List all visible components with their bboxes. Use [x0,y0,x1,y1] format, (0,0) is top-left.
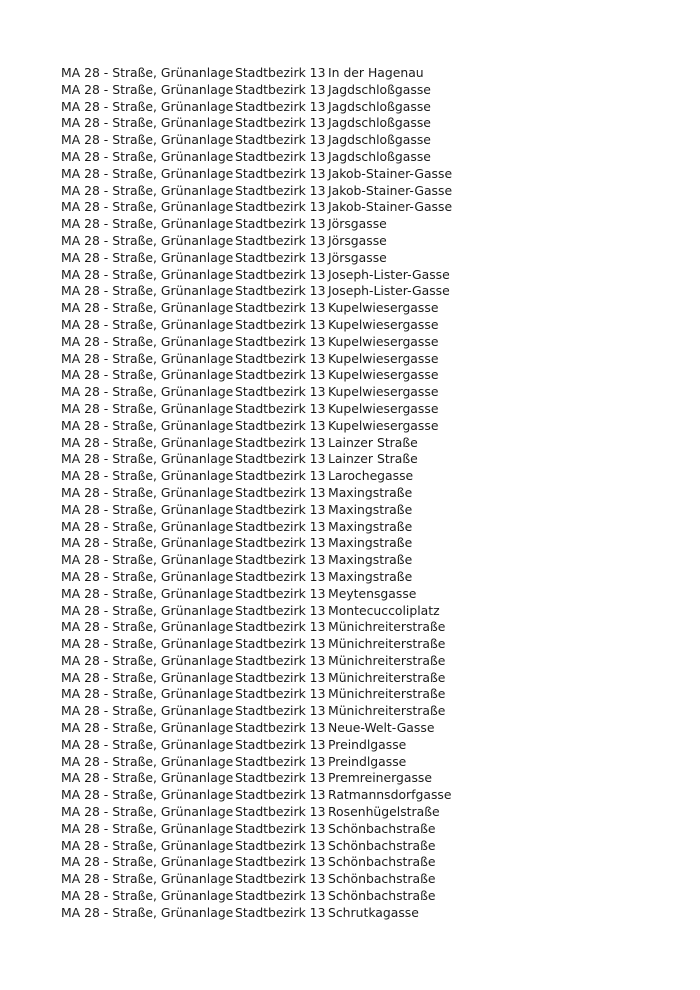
street-name-cell: Schrutkagasse [328,904,419,920]
department-cell: MA 28 - Straße, Grünanlage [61,904,234,920]
department-cell: MA 28 - Straße, Grünanlage [61,115,234,131]
district-cell: Stadtbezirk 13 [235,837,326,853]
list-item [61,603,468,620]
street-name-cell: Kupelwiesergasse [328,417,439,433]
district-cell: Stadtbezirk 13 [235,720,326,736]
street-name-cell: Maxingstraße [328,568,413,584]
street-name-cell: Preindlgasse [328,736,407,752]
department-cell: MA 28 - Straße, Grünanlage [61,451,234,467]
district-cell: Stadtbezirk 13 [235,132,326,148]
district-cell: Stadtbezirk 13 [235,484,326,500]
street-name-cell: Kupelwiesergasse [328,300,439,316]
list-item [61,787,468,804]
department-cell: MA 28 - Straße, Grünanlage [61,518,234,534]
department-cell: MA 28 - Straße, Grünanlage [61,703,234,719]
street-name-cell: Kupelwiesergasse [328,350,439,366]
district-cell: Stadtbezirk 13 [235,535,326,551]
street-name-cell: Kupelwiesergasse [328,333,439,349]
list-item [61,233,468,250]
department-cell: MA 28 - Straße, Grünanlage [61,316,234,332]
department-cell: MA 28 - Straße, Grünanlage [61,98,234,114]
district-cell: Stadtbezirk 13 [235,820,326,836]
district-cell: Stadtbezirk 13 [235,65,326,80]
district-cell: Stadtbezirk 13 [235,787,326,803]
department-cell: MA 28 - Straße, Grünanlage [61,384,234,400]
list-item [61,670,468,687]
street-name-cell: Kupelwiesergasse [328,384,439,400]
district-cell: Stadtbezirk 13 [235,434,326,450]
street-name-cell: Maxingstraße [328,501,413,517]
street-name-cell: Münichreiterstraße [328,669,446,685]
department-cell: MA 28 - Straße, Grünanlage [61,199,234,215]
district-cell: Stadtbezirk 13 [235,333,326,349]
street-name-cell: Jagdschloßgasse [328,81,431,97]
street-name-cell: Münichreiterstraße [328,703,446,719]
district-cell: Stadtbezirk 13 [235,804,326,820]
list-item [61,283,468,300]
street-name-cell: Münichreiterstraße [328,686,446,702]
department-cell: MA 28 - Straße, Grünanlage [61,165,234,181]
street-name-cell: Jakob-Stainer-Gasse [328,165,453,181]
list-item [61,552,468,569]
department-cell: MA 28 - Straße, Grünanlage [61,417,234,433]
department-cell: MA 28 - Straße, Grünanlage [61,283,234,299]
street-name-cell: Schönbachstraße [328,854,436,870]
district-cell: Stadtbezirk 13 [235,518,326,534]
list-item [61,535,468,552]
street-name-cell: Kupelwiesergasse [328,400,439,416]
list-item [61,334,468,351]
district-cell: Stadtbezirk 13 [235,753,326,769]
department-cell: MA 28 - Straße, Grünanlage [61,249,234,265]
street-name-cell: Jakob-Stainer-Gasse [328,182,453,198]
district-cell: Stadtbezirk 13 [235,770,326,786]
street-name-cell: Münichreiterstraße [328,652,446,668]
district-cell: Stadtbezirk 13 [235,216,326,232]
list-item [61,267,468,284]
department-cell: MA 28 - Straße, Grünanlage [61,232,234,248]
street-name-cell: Maxingstraße [328,484,413,500]
department-cell: MA 28 - Straße, Grünanlage [61,216,234,232]
list-item [61,569,468,586]
department-cell: MA 28 - Straße, Grünanlage [61,266,234,282]
list-item [61,838,468,855]
list-item [61,468,468,485]
district-cell: Stadtbezirk 13 [235,367,326,383]
district-cell: Stadtbezirk 13 [235,232,326,248]
district-cell: Stadtbezirk 13 [235,384,326,400]
list-item [61,502,468,519]
district-cell: Stadtbezirk 13 [235,703,326,719]
department-cell: MA 28 - Straße, Grünanlage [61,65,234,80]
street-name-cell: Ratmannsdorfgasse [328,787,452,803]
district-cell: Stadtbezirk 13 [235,501,326,517]
list-item [61,300,468,317]
street-name-cell: Joseph-Lister-Gasse [328,266,450,282]
list-item [61,250,468,267]
street-name-cell: Rosenhügelstraße [328,804,440,820]
district-cell: Stadtbezirk 13 [235,417,326,433]
district-cell: Stadtbezirk 13 [235,283,326,299]
district-cell: Stadtbezirk 13 [235,904,326,920]
street-name-cell: Jagdschloßgasse [328,148,431,164]
list-item [61,686,468,703]
department-cell: MA 28 - Straße, Grünanlage [61,81,234,97]
district-cell: Stadtbezirk 13 [235,266,326,282]
list-item [61,384,468,401]
department-cell: MA 28 - Straße, Grünanlage [61,501,234,517]
street-name-cell: Premreinergasse [328,770,433,786]
list-item [61,317,468,334]
district-cell: Stadtbezirk 13 [235,400,326,416]
list-item [61,82,468,99]
street-name-cell: Maxingstraße [328,518,413,534]
department-cell: MA 28 - Straße, Grünanlage [61,720,234,736]
district-cell: Stadtbezirk 13 [235,199,326,215]
list-item [61,888,468,905]
list-item [61,720,468,737]
department-cell: MA 28 - Straße, Grünanlage [61,333,234,349]
district-cell: Stadtbezirk 13 [235,451,326,467]
department-cell: MA 28 - Straße, Grünanlage [61,854,234,870]
list-item [61,485,468,502]
list-item [61,183,468,200]
department-cell: MA 28 - Straße, Grünanlage [61,652,234,668]
street-name-cell: Neue-Welt-Gasse [328,720,435,736]
district-cell: Stadtbezirk 13 [235,636,326,652]
street-name-cell: Schönbachstraße [328,888,436,904]
department-cell: MA 28 - Straße, Grünanlage [61,619,234,635]
list-item [61,367,468,384]
street-list [61,65,468,922]
list-item [61,905,468,922]
street-name-cell: Lainzer Straße [328,434,418,450]
district-cell: Stadtbezirk 13 [235,115,326,131]
street-name-cell: Kupelwiesergasse [328,316,439,332]
department-cell: MA 28 - Straße, Grünanlage [61,888,234,904]
district-cell: Stadtbezirk 13 [235,148,326,164]
list-item [61,216,468,233]
department-cell: MA 28 - Straße, Grünanlage [61,585,234,601]
department-cell: MA 28 - Straße, Grünanlage [61,350,234,366]
street-name-cell: Jörsgasse [328,232,387,248]
department-cell: MA 28 - Straße, Grünanlage [61,568,234,584]
street-name-cell: Schönbachstraße [328,820,436,836]
street-name-cell: Maxingstraße [328,552,413,568]
list-item [61,115,468,132]
department-cell: MA 28 - Straße, Grünanlage [61,837,234,853]
street-name-cell: Münichreiterstraße [328,619,446,635]
department-cell: MA 28 - Straße, Grünanlage [61,434,234,450]
street-name-cell: Schönbachstraße [328,871,436,887]
district-cell: Stadtbezirk 13 [235,652,326,668]
department-cell: MA 28 - Straße, Grünanlage [61,736,234,752]
department-cell: MA 28 - Straße, Grünanlage [61,871,234,887]
list-item [61,199,468,216]
street-name-cell: Kupelwiesergasse [328,367,439,383]
district-cell: Stadtbezirk 13 [235,854,326,870]
department-cell: MA 28 - Straße, Grünanlage [61,484,234,500]
list-item [61,821,468,838]
district-cell: Stadtbezirk 13 [235,300,326,316]
department-cell: MA 28 - Straße, Grünanlage [61,468,234,484]
street-name-cell: Lainzer Straße [328,451,418,467]
street-name-cell: In der Hagenau [328,65,424,80]
district-cell: Stadtbezirk 13 [235,669,326,685]
street-name-cell: Jagdschloßgasse [328,132,431,148]
department-cell: MA 28 - Straße, Grünanlage [61,132,234,148]
department-cell: MA 28 - Straße, Grünanlage [61,535,234,551]
department-cell: MA 28 - Straße, Grünanlage [61,552,234,568]
department-cell: MA 28 - Straße, Grünanlage [61,669,234,685]
district-cell: Stadtbezirk 13 [235,585,326,601]
department-cell: MA 28 - Straße, Grünanlage [61,182,234,198]
department-cell: MA 28 - Straße, Grünanlage [61,787,234,803]
district-cell: Stadtbezirk 13 [235,316,326,332]
department-cell: MA 28 - Straße, Grünanlage [61,804,234,820]
street-name-cell: Montecuccoliplatz [328,602,440,618]
district-cell: Stadtbezirk 13 [235,552,326,568]
list-item [61,149,468,166]
district-cell: Stadtbezirk 13 [235,182,326,198]
district-cell: Stadtbezirk 13 [235,81,326,97]
list-item [61,854,468,871]
department-cell: MA 28 - Straße, Grünanlage [61,602,234,618]
street-name-cell: Larochegasse [328,468,414,484]
district-cell: Stadtbezirk 13 [235,468,326,484]
list-item [61,770,468,787]
department-cell: MA 28 - Straße, Grünanlage [61,820,234,836]
department-cell: MA 28 - Straße, Grünanlage [61,367,234,383]
department-cell: MA 28 - Straße, Grünanlage [61,400,234,416]
street-name-cell: Jörsgasse [328,216,387,232]
list-item [61,351,468,368]
department-cell: MA 28 - Straße, Grünanlage [61,770,234,786]
list-item [61,451,468,468]
district-cell: Stadtbezirk 13 [235,888,326,904]
street-name-cell: Jagdschloßgasse [328,98,431,114]
district-cell: Stadtbezirk 13 [235,165,326,181]
list-item [61,871,468,888]
list-item [61,619,468,636]
department-cell: MA 28 - Straße, Grünanlage [61,148,234,164]
department-cell: MA 28 - Straße, Grünanlage [61,636,234,652]
list-item [61,804,468,821]
list-item [61,65,468,82]
list-item [61,586,468,603]
street-name-cell: Münichreiterstraße [328,636,446,652]
list-item [61,653,468,670]
district-cell: Stadtbezirk 13 [235,602,326,618]
list-item [61,703,468,720]
district-cell: Stadtbezirk 13 [235,619,326,635]
list-item [61,519,468,536]
list-item [61,636,468,653]
list-item [61,401,468,418]
district-cell: Stadtbezirk 13 [235,871,326,887]
list-item [61,99,468,116]
district-cell: Stadtbezirk 13 [235,568,326,584]
street-name-cell: Meytensgasse [328,585,417,601]
street-name-cell: Jagdschloßgasse [328,115,431,131]
district-cell: Stadtbezirk 13 [235,98,326,114]
street-name-cell: Jörsgasse [328,249,387,265]
department-cell: MA 28 - Straße, Grünanlage [61,686,234,702]
street-name-cell: Maxingstraße [328,535,413,551]
district-cell: Stadtbezirk 13 [235,736,326,752]
department-cell: MA 28 - Straße, Grünanlage [61,300,234,316]
list-item [61,166,468,183]
street-name-cell: Jakob-Stainer-Gasse [328,199,453,215]
street-name-cell: Joseph-Lister-Gasse [328,283,450,299]
list-item [61,737,468,754]
district-cell: Stadtbezirk 13 [235,249,326,265]
district-cell: Stadtbezirk 13 [235,686,326,702]
list-item [61,754,468,771]
list-item [61,418,468,435]
list-item [61,435,468,452]
list-item [61,132,468,149]
street-name-cell: Schönbachstraße [328,837,436,853]
department-cell: MA 28 - Straße, Grünanlage [61,753,234,769]
district-cell: Stadtbezirk 13 [235,350,326,366]
street-name-cell: Preindlgasse [328,753,407,769]
